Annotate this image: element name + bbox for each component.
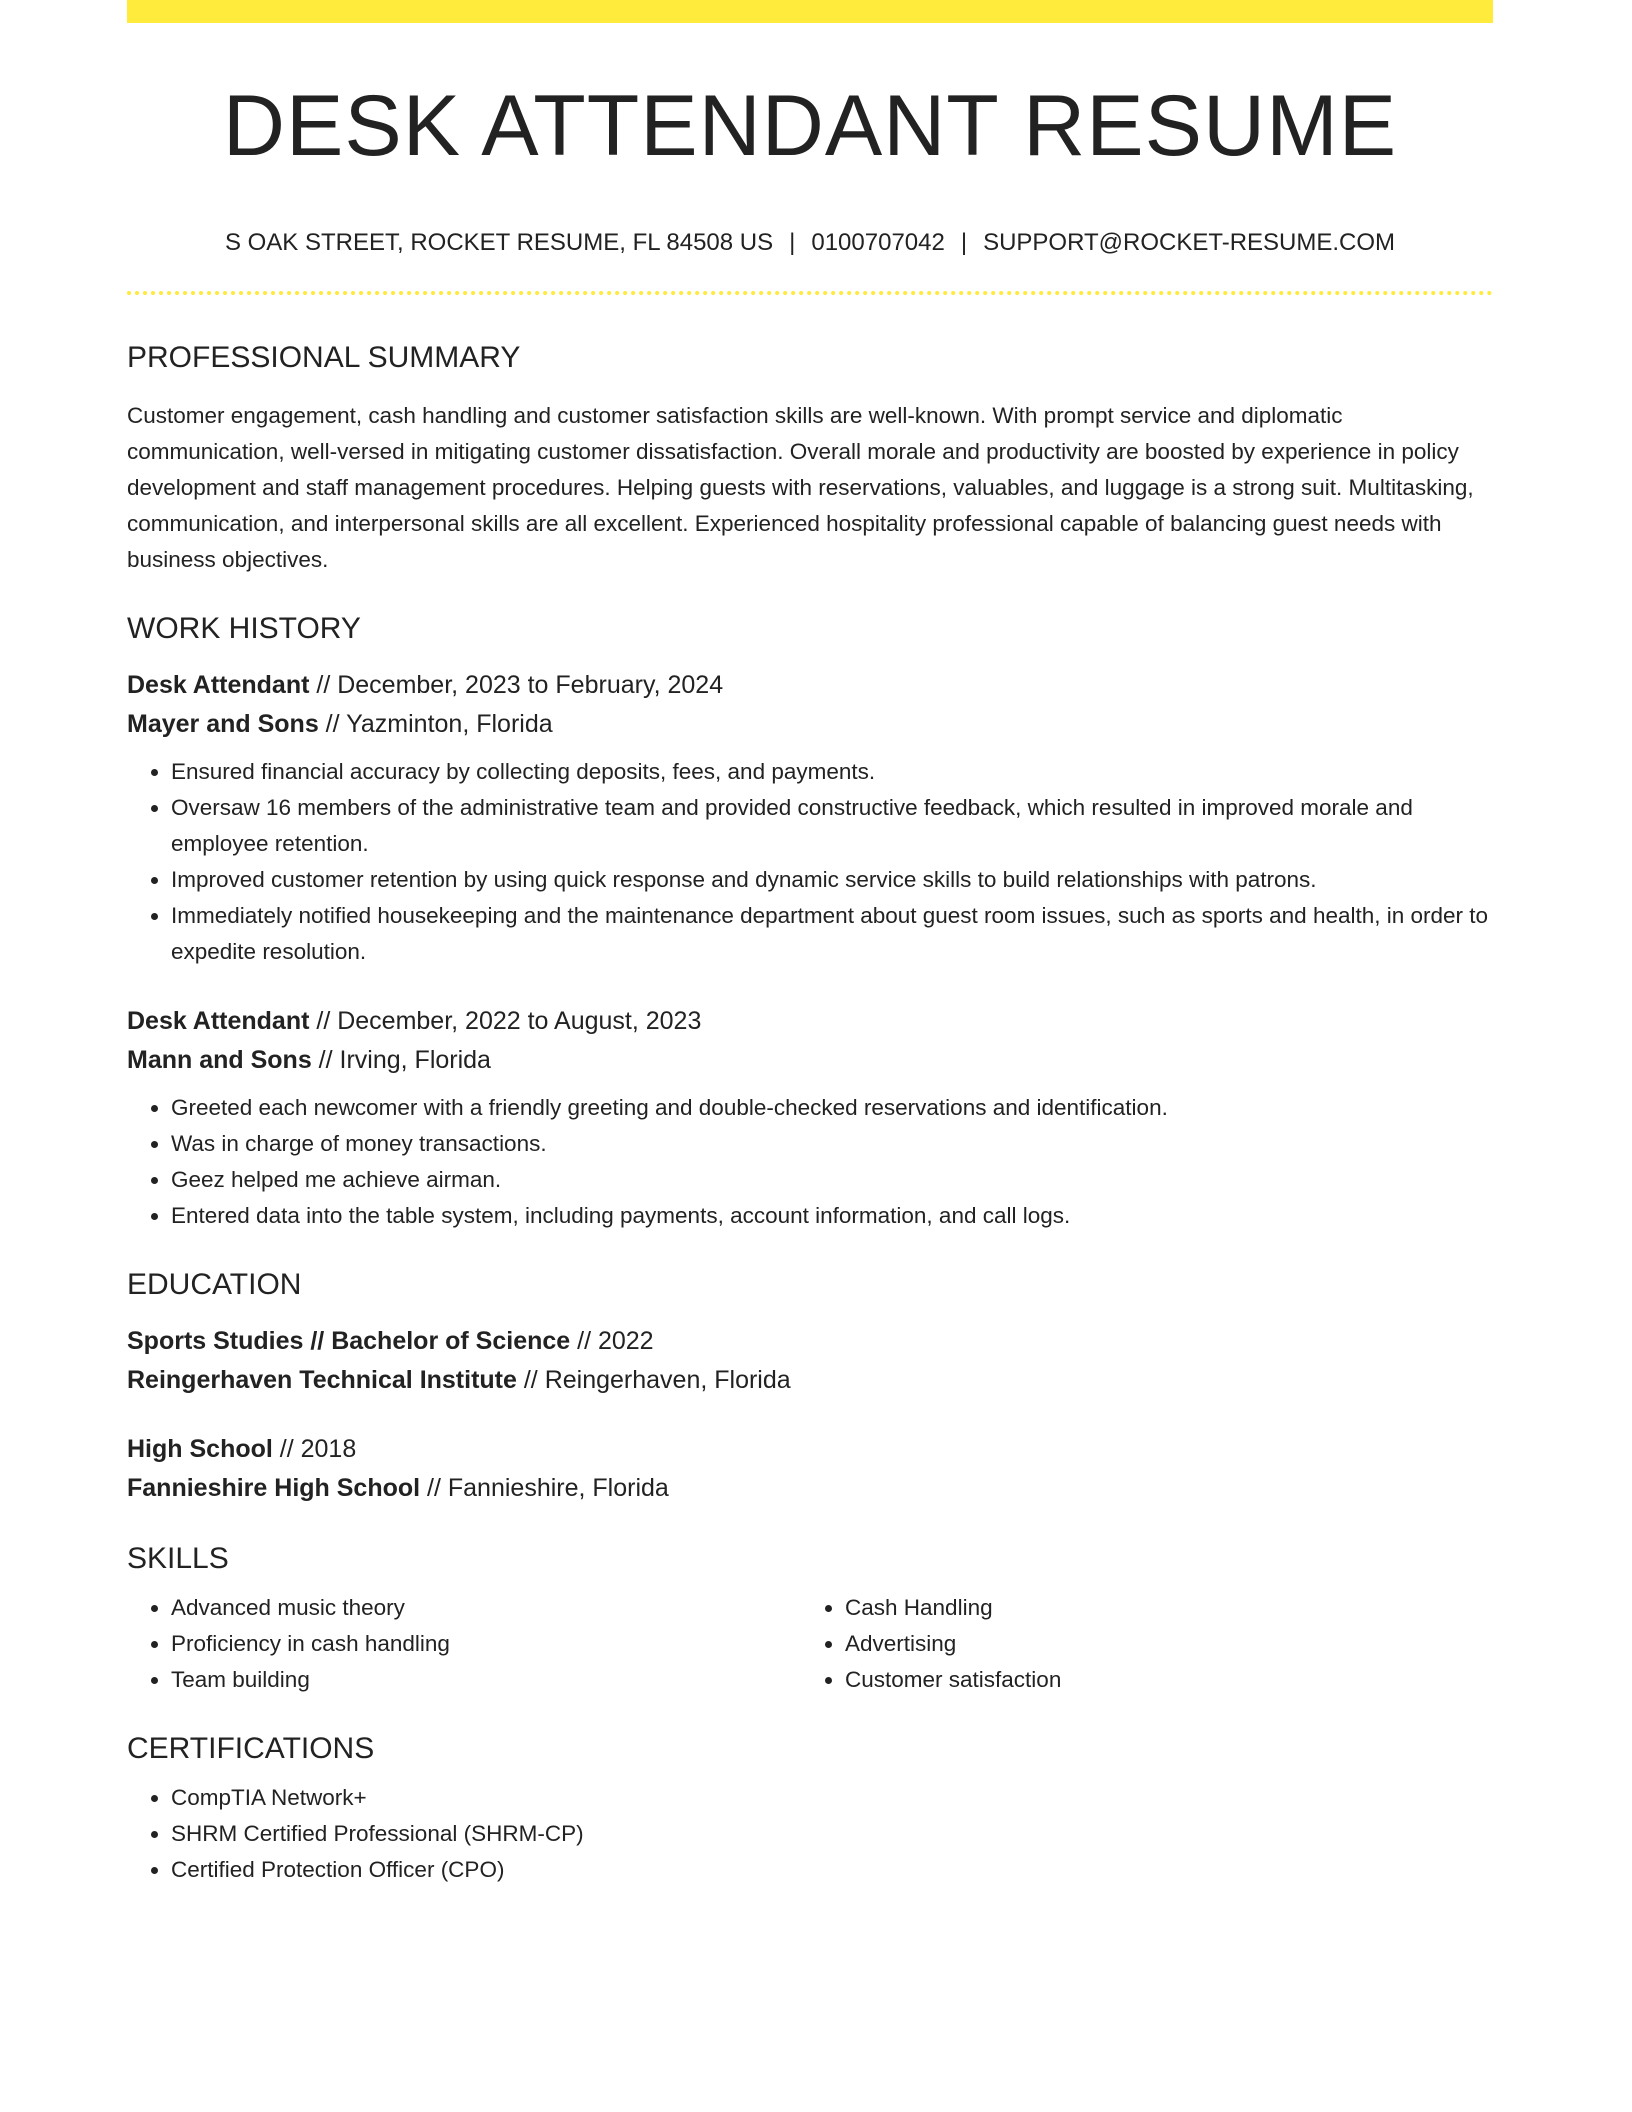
contact-separator: |	[960, 229, 968, 256]
school-location: // Fannieshire, Florida	[420, 1474, 669, 1502]
skills-column-right	[801, 1590, 1475, 1698]
dotted-divider	[127, 291, 1493, 295]
degree-line	[127, 1430, 1493, 1469]
job-title: Desk Attendant	[127, 1007, 310, 1035]
school-line	[127, 1469, 1493, 1508]
job-entry	[127, 666, 1493, 970]
job-company: Mayer and Sons	[127, 710, 319, 738]
certifications-list	[127, 1780, 1493, 1888]
section-heading-summary: PROFESSIONAL SUMMARY	[127, 341, 521, 374]
job-entry	[127, 1002, 1493, 1234]
job-bullets	[127, 754, 1493, 970]
contact-separator: |	[789, 229, 796, 256]
contact-phone: 0100707042	[811, 229, 945, 256]
list-item: • Entered data into the table system, including payments, account information, and call logs.	[171, 1198, 1493, 1234]
list-item: • Ensured financial accuracy by collecting deposits, fees, and payments.	[171, 754, 1493, 790]
work-history-section	[127, 614, 1493, 1234]
degree: Sports Studies // Bachelor of Science	[127, 1327, 571, 1355]
school-location: // Reingerhaven, Florida	[516, 1366, 791, 1394]
education-year: // 2018	[272, 1435, 357, 1463]
degree: High School	[127, 1435, 273, 1463]
contact-address: S OAK STREET, ROCKET RESUME, FL 84508 US	[224, 229, 774, 256]
school: Reingerhaven Technical Institute	[127, 1366, 517, 1394]
contact-email: SUPPORT@ROCKET-RESUME.COM	[983, 229, 1396, 256]
job-location: // Yazminton, Florida	[318, 710, 553, 738]
skills-column-left	[127, 1590, 801, 1698]
job-company-line	[127, 1041, 1493, 1080]
job-dates: // December, 2023 to February, 2024	[309, 671, 724, 699]
job-location: // Irving, Florida	[311, 1046, 491, 1074]
education-section	[127, 1270, 1493, 1508]
job-title: Desk Attendant	[127, 671, 310, 699]
list-item: • Cash Handling	[845, 1590, 1475, 1626]
school-line	[127, 1361, 1493, 1400]
job-bullets	[127, 1090, 1493, 1234]
education-entry	[127, 1430, 1493, 1508]
job-company-line	[127, 705, 1493, 744]
summary-text: Customer engagement, cash handling and customer satisfaction skills are well-known. With prompt service and diplomatic communication, well-versed in mitigating customer dissatisfaction. Overall morale and productivity are boosted by experience in policy development and staff management procedures. Helping guests with reservations, valuables, and luggage is a strong suit. Multitasking, communication, and interpersonal skills are all excellent. Experienced hospitality professional capable of balancing guest needs with business objectives.	[127, 403, 1474, 572]
section-heading-work: WORK HISTORY	[127, 612, 361, 645]
education-entry	[127, 1322, 1493, 1400]
section-heading-certifications: CERTIFICATIONS	[127, 1732, 375, 1765]
contact-line	[127, 231, 1493, 255]
section-heading-skills: SKILLS	[127, 1542, 229, 1575]
resume-page	[127, 0, 1493, 1888]
list-item: • Greeted each newcomer with a friendly greeting and double-checked reservations and identification.	[171, 1090, 1493, 1126]
list-item: • CompTIA Network+	[171, 1780, 1493, 1816]
list-item: • Certified Protection Officer (CPO)	[171, 1852, 1493, 1888]
summary-section	[127, 343, 1493, 578]
list-item: • Advanced music theory	[171, 1590, 801, 1626]
list-item: • Team building	[171, 1662, 801, 1698]
list-item: • Improved customer retention by using quick response and dynamic service skills to build relationships with patrons.	[171, 862, 1493, 898]
section-heading-education: EDUCATION	[127, 1268, 302, 1301]
list-item: • Proficiency in cash handling	[171, 1626, 801, 1662]
list-item: • Oversaw 16 members of the administrative team and provided constructive feedback, which resulted in improved morale and employee retention.	[171, 790, 1493, 862]
school: Fannieshire High School	[127, 1474, 421, 1502]
list-item: • Geez helped me achieve airman.	[171, 1162, 1493, 1198]
list-item: • Advertising	[845, 1626, 1475, 1662]
job-title-line	[127, 666, 1493, 705]
certifications-section	[127, 1734, 1493, 1888]
degree-line	[127, 1322, 1493, 1361]
job-title-line	[127, 1002, 1493, 1041]
resume-title: DESK ATTENDANT RESUME	[222, 78, 1398, 174]
list-item: • SHRM Certified Professional (SHRM-CP)	[171, 1816, 1493, 1852]
education-year: // 2022	[570, 1327, 654, 1355]
skills-section	[127, 1544, 1493, 1698]
job-dates: // December, 2022 to August, 2023	[309, 1007, 702, 1035]
skills-grid	[127, 1590, 1493, 1698]
accent-top-bar	[127, 0, 1493, 23]
job-company: Mann and Sons	[127, 1046, 312, 1074]
list-item: • Was in charge of money transactions.	[171, 1126, 1493, 1162]
list-item: • Customer satisfaction	[845, 1662, 1475, 1698]
list-item: • Immediately notified housekeeping and the maintenance department about guest room issues, such as sports and health, in order to expedite resolution.	[171, 898, 1493, 970]
